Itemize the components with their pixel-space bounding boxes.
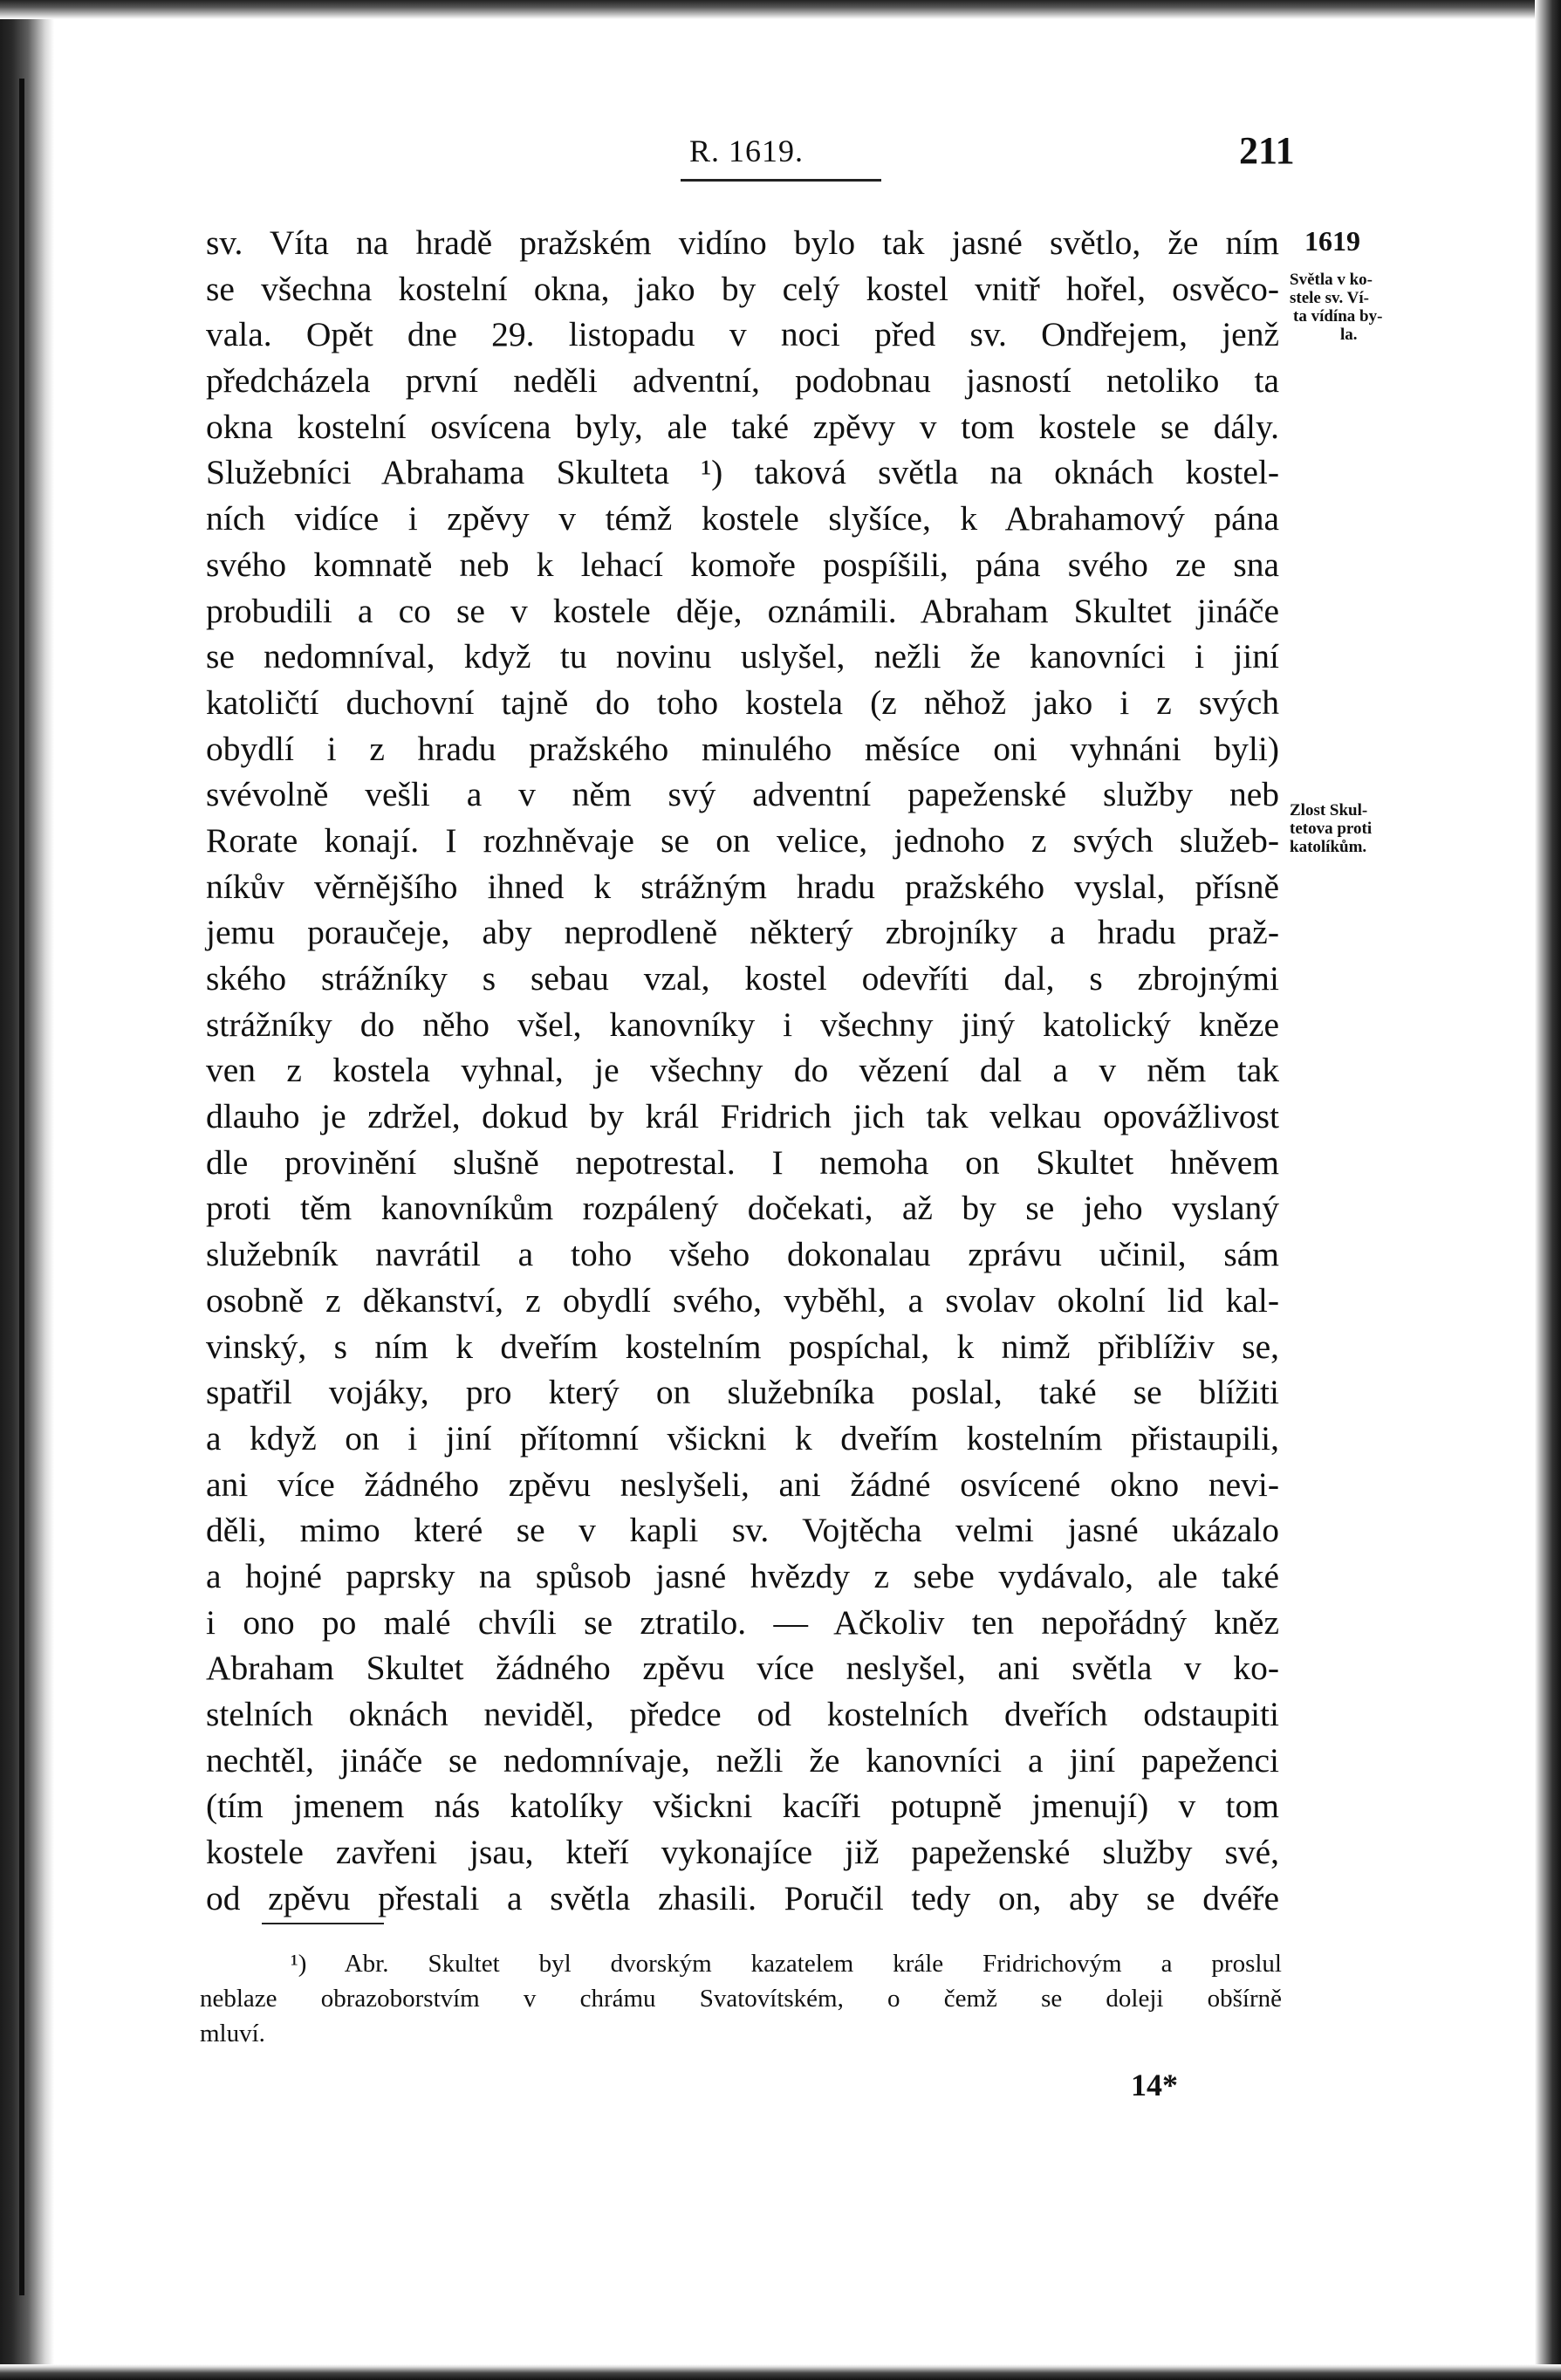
text-line: jemu poraučeje, aby neprodleně některý zbrojníky a hradu praž- — [206, 913, 1279, 952]
text-line: ven z kostela vyhnal, je všechny do vězení dal a v něm tak — [206, 1051, 1279, 1090]
page-edge-right-shadow — [1535, 0, 1561, 2380]
text-line: ského strážníky s sebau vzal, kostel odevříti dal, s zbrojnými — [206, 959, 1279, 998]
text-line: svévolně vešli a v něm svý adventní papeženské služby neb — [206, 775, 1279, 814]
margin-note-line: la. — [1340, 326, 1358, 344]
text-line: obydlí i z hradu pražského minulého měsíce oni vyhnáni byli) — [206, 729, 1279, 768]
text-line: strážníky do něho všel, kanovníky i všechny jiný katolický kněze — [206, 1005, 1279, 1044]
text-line: a hojné paprsky na spůsob jasné hvězdy z sebe vydávalo, ale také — [206, 1556, 1279, 1595]
margin-note-lights — [1290, 271, 1438, 344]
text-line: katoličtí duchovní tajně do toho kostela (z něhož jako i z svých — [206, 682, 1279, 722]
text-line: předcházela první neděli adventní, podobnau jasností netoliko ta — [206, 361, 1279, 401]
header-rule — [681, 179, 881, 182]
text-line: níkův věrnějšího ihned k strážným hradu pražského vyslal, přísně — [206, 867, 1279, 906]
text-line: dlauho je zdržel, dokud by král Fridrich jich tak velkau opovážlivost — [206, 1097, 1279, 1136]
margin-note-line: Zlost Skul- — [1290, 801, 1368, 820]
body-text — [206, 220, 1279, 1921]
text-line: (tím jmenem nás katolíky všickni kacíři potupně jmenují) v tom — [206, 1787, 1279, 1826]
margin-year: 1619 — [1304, 225, 1360, 257]
text-line: ani více žádného zpěvu neslyšeli, ani žádné osvícené okno nevi- — [206, 1464, 1279, 1504]
signature-mark: 14* — [1131, 2068, 1178, 2102]
text-line: a když on i jiní přítomní všickni k dveřím kostelním přistaupili, — [206, 1418, 1279, 1457]
running-title: R. 1619. — [689, 134, 804, 168]
text-line: ních vidíce i zpěvy v témž kostele slyšíce, k Abrahamový pána — [206, 499, 1279, 538]
margin-note-line: katolíkům. — [1290, 838, 1367, 856]
text-line: sv. Víta na hradě pražském vidíno bylo tak jasné světlo, že ním — [206, 223, 1279, 262]
text-line: služebník navrátil a toho všeho dokonalau zprávu učinil, sám — [206, 1235, 1279, 1274]
text-line: nechtěl, jináče se nedomnívaje, nežli že kanovníci a jiní papeženci — [206, 1740, 1279, 1780]
footnote-line: neblaze obrazoborstvím v chrámu Svatovítském, o čemž se doleji obšírně — [200, 1985, 1282, 2013]
text-line: vinský, s ním k dveřím kostelním pospíchal, k nimž přiblíživ se, — [206, 1327, 1279, 1366]
text-line: stelních oknách neviděl, předce od kostelních dveřích odstaupiti — [206, 1695, 1279, 1733]
text-line: Abraham Skultet žádného zpěvu více neslyšel, ani světla v ko- — [206, 1649, 1279, 1688]
page-number: 211 — [1239, 129, 1295, 172]
text-line: osobně z děkanství, z obydlí svého, vyběhl, a svolav okolní lid kal- — [206, 1280, 1279, 1320]
text-line: proti těm kanovníkům rozpálený dočekati, až by se jeho vyslaný — [206, 1189, 1279, 1228]
text-line: vala. Opět dne 29. listopadu v noci před sv. Ondřejem, jenž — [206, 315, 1279, 354]
text-line: okna kostelní osvícena byly, ale také zpěvy v tom kostele se dály. — [206, 407, 1279, 446]
text-line: od zpěvu přestali a světla zhasili. Poručil tedy on, aby se dvéře — [206, 1878, 1279, 1917]
text-line: probudili a co se v kostele děje, oznámili. Abraham Skultet jináče — [206, 591, 1279, 630]
binding-edge — [19, 79, 24, 2295]
margin-note-line: tetova proti — [1290, 820, 1373, 838]
text-line: se všechna kostelní okna, jako by celý kostel vnitř hořel, osvěco- — [206, 269, 1279, 308]
text-line: Rorate konají. I rozhněvaje se on velice, jednoho z svých služeb- — [206, 820, 1279, 860]
footnote — [200, 1946, 1282, 2051]
margin-note-line: Světla v ko- — [1290, 271, 1373, 289]
margin-note-line: stele sv. Ví- — [1290, 289, 1369, 307]
page-edge-left-shadow — [0, 0, 54, 2380]
margin-note-line: ta vídína by- — [1293, 307, 1383, 326]
footnote-rule — [262, 1923, 384, 1924]
text-line: spatřil vojáky, pro který on služebníka poslal, také se blížiti — [206, 1373, 1279, 1412]
page-edge-bottom-shadow — [0, 2364, 1561, 2380]
text-line: i ono po malé chvíli se ztratilo. — Ačkoliv ten nepořádný kněz — [206, 1602, 1279, 1642]
footnote-line: ¹) Abr. Skultet byl dvorským kazatelem krále Fridrichovým a proslul — [291, 1950, 1282, 1978]
page-edge-top-shadow — [0, 0, 1561, 19]
text-line: se nedomníval, když tu novinu uslyšel, nežli že kanovníci i jiní — [206, 637, 1279, 676]
footnote-line: mluví. — [200, 2020, 265, 2047]
text-line: svého komnatě neb k lehací komoře pospíšili, pána svého ze sna — [206, 545, 1279, 584]
margin-note-anger — [1290, 801, 1438, 856]
text-line: Služebníci Abrahama Skulteta ¹) taková světla na oknách kostel- — [206, 453, 1279, 492]
text-line: kostele zavřeni jsau, kteří vykonajíce již papeženské služby své, — [206, 1833, 1279, 1872]
text-line: děli, mimo které se v kapli sv. Vojtěcha velmi jasné ukázalo — [206, 1511, 1279, 1550]
text-line: dle provinění slušně nepotrestal. I nemoha on Skultet hněvem — [206, 1142, 1279, 1182]
